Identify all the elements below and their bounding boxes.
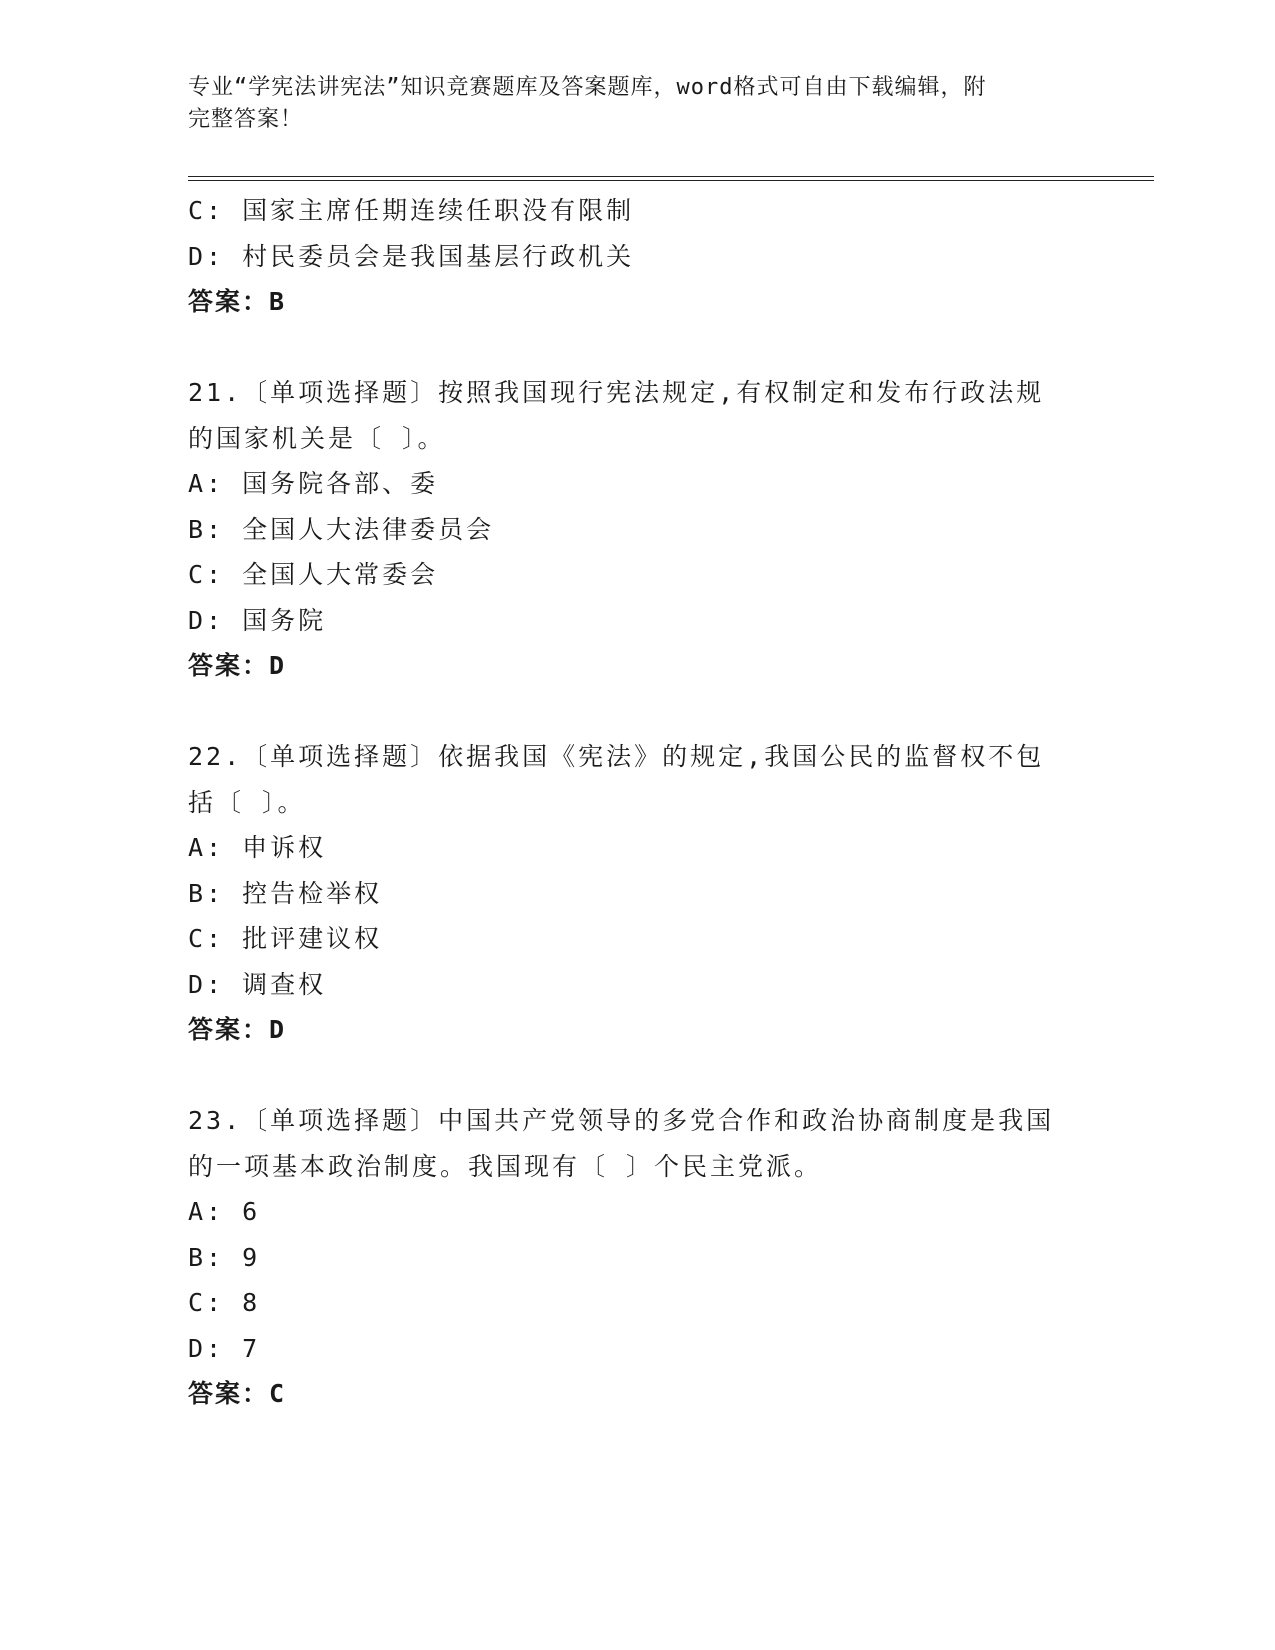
question-21 [188,370,1088,689]
document-header [188,72,1068,136]
option-b: B: 全国人大法律委员会 [188,514,495,544]
answer-line: 答案：D [188,651,287,680]
header-line-2: 完整答案！ [188,107,304,132]
previous-question-tail [188,188,1088,325]
option-b: B: 控告检举权 [188,878,383,908]
option-d: D: 7 [188,1333,261,1363]
question-text: 括〔 〕。 [188,787,306,817]
question-text: 的国家机关是〔 〕。 [188,423,446,453]
question-22 [188,734,1088,1053]
question-text: 的一项基本政治制度。我国现有〔 〕个民主党派。 [188,1151,823,1181]
question-23 [188,1098,1088,1417]
option-c: C: 全国人大常委会 [188,560,439,589]
option-d: D: 调查权 [188,969,327,999]
header-rule-bottom [188,180,1154,181]
option-a: A: 6 [188,1197,261,1226]
question-list [188,188,1088,1417]
header-line-1: 专业“学宪法讲宪法”知识竞赛题库及答案题库，word格式可自由下载编辑，附 [188,75,987,100]
option-b: B: 9 [188,1242,261,1272]
option-a: A: 申诉权 [188,833,327,862]
question-text: 21.〔单项选择题〕按照我国现行宪法规定,有权制定和发布行政法规 [188,378,1045,407]
option-a: A: 国务院各部、委 [188,469,439,498]
option-line: D: 村民委员会是我国基层行政机关 [188,241,635,271]
question-text: 22.〔单项选择题〕依据我国《宪法》的规定,我国公民的监督权不包 [188,742,1045,771]
answer-line: 答案：C [188,1379,287,1408]
answer-line: 答案：B [188,287,287,316]
option-line: C: 国家主席任期连续任职没有限制 [188,196,635,225]
option-d: D: 国务院 [188,605,327,635]
header-rule-top [188,176,1154,177]
answer-line: 答案：D [188,1015,287,1044]
option-c: C: 8 [188,1288,261,1317]
question-text: 23.〔单项选择题〕中国共产党领导的多党合作和政治协商制度是我国 [188,1106,1055,1135]
option-c: C: 批评建议权 [188,924,383,953]
